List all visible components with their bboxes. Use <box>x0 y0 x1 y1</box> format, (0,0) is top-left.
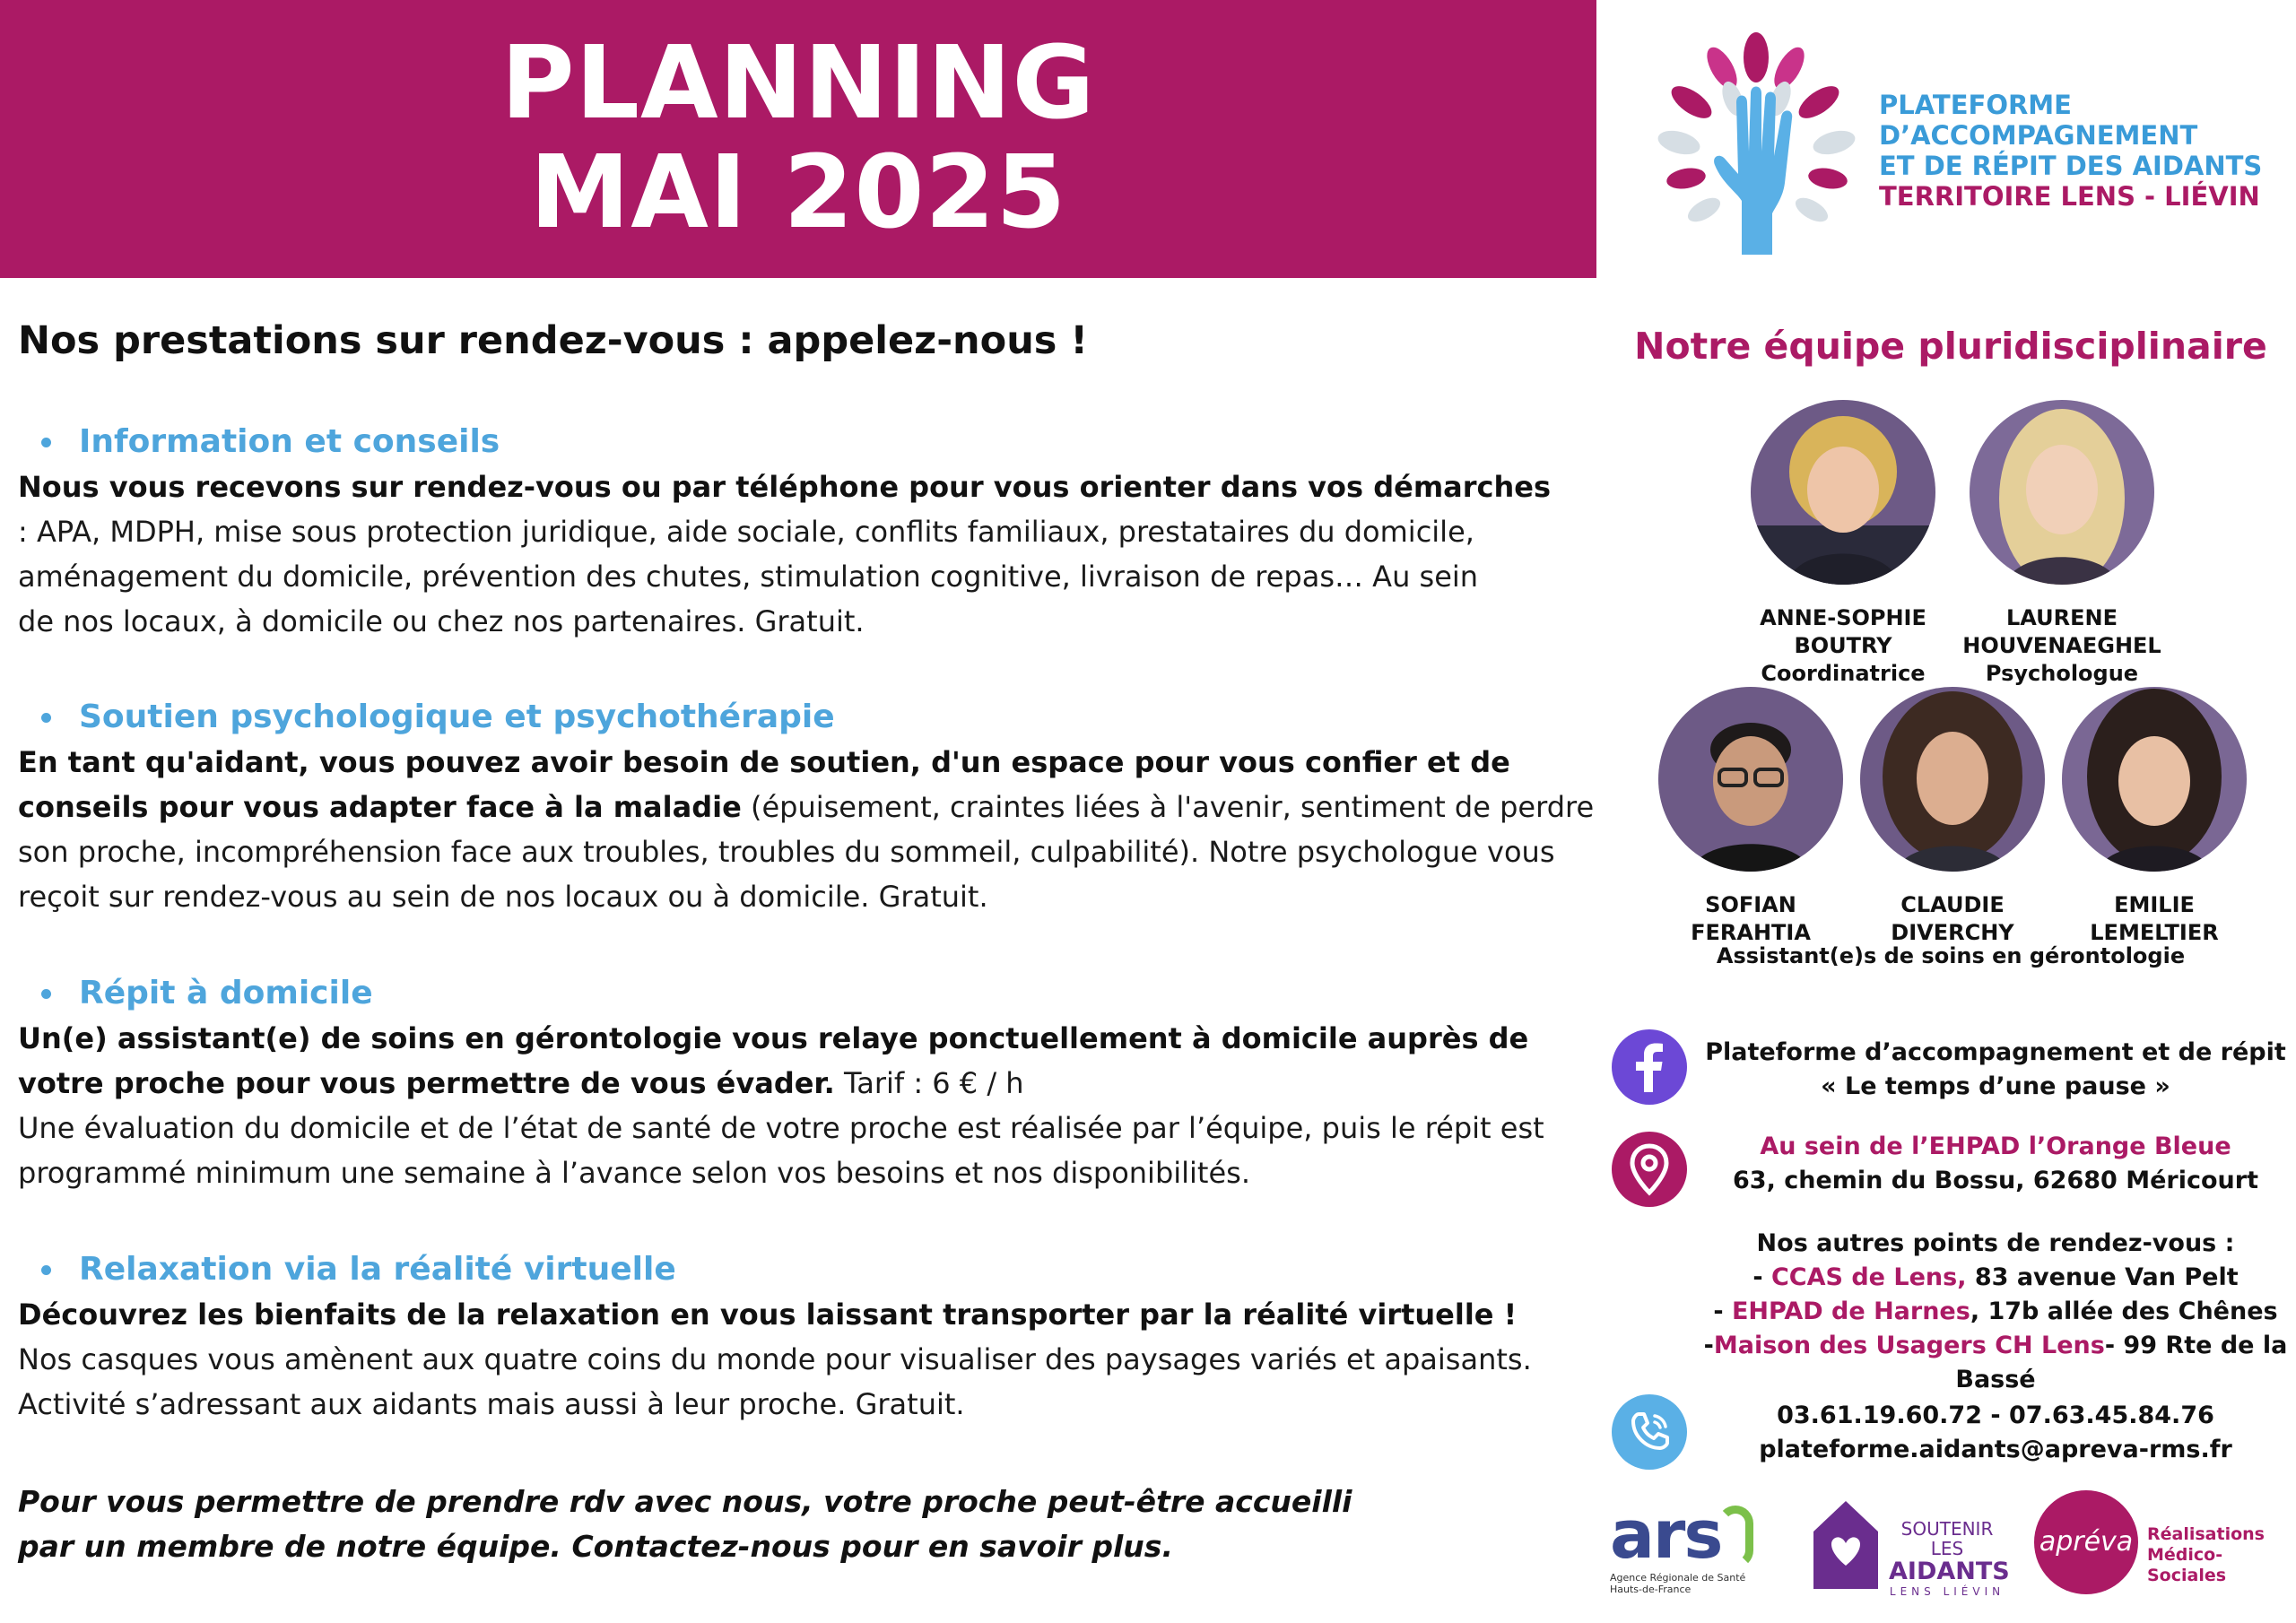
other-points-title: Nos autres points de rendez-vous : <box>1756 1229 2235 1257</box>
member-last-name: LEMELTIER <box>2090 920 2219 945</box>
point-prefix: - <box>1703 1332 1714 1359</box>
section-title: Relaxation via la réalité virtuelle <box>18 1247 1596 1292</box>
ars-text: ars <box>1610 1497 1722 1574</box>
section-body <box>18 740 1596 919</box>
title-line-1: PLANNING <box>500 25 1096 142</box>
member-first-name: LAURENE <box>2006 605 2118 630</box>
section-title: Information et conseils <box>18 420 1596 464</box>
point-prefix: - <box>1713 1298 1732 1325</box>
location-pin-icon <box>1612 1132 1687 1207</box>
member-name <box>1840 891 2065 947</box>
ars-logo <box>1610 1497 1762 1595</box>
section-text: Tarif : 6 € / h <box>834 1066 1024 1100</box>
other-point-3-cont: Bassé <box>1955 1366 2036 1393</box>
point-name: EHPAD de Harnes <box>1731 1298 1970 1325</box>
section-body <box>18 464 1596 644</box>
avatar <box>1751 400 1935 585</box>
team-title: Notre équipe pluridisciplinaire <box>1634 325 2267 368</box>
point-name: CCAS de Lens, <box>1770 1263 1967 1291</box>
section-respite <box>18 971 1596 1195</box>
location-name: Au sein de l’EHPAD l’Orange Bleue <box>1760 1133 2231 1160</box>
ars-subtitle <box>1610 1572 1762 1595</box>
member-role: Coordinatrice <box>1761 661 1926 686</box>
avatar <box>1860 687 2045 872</box>
apreva-badge <box>2034 1490 2138 1594</box>
other-points-block <box>1695 1227 2296 1397</box>
soutenir-aidants-logo <box>1810 1496 2010 1598</box>
apreva-subtitle <box>2147 1524 2296 1586</box>
ars-sub-1: Agence Régionale de Santé <box>1610 1572 1746 1584</box>
member-first-name: SOFIAN <box>1705 892 1796 917</box>
assistant-role: Assistant(e)s de soins en gérontologie <box>1716 943 2186 968</box>
point-prefix: - <box>1752 1263 1771 1291</box>
logo-text <box>1879 90 2262 212</box>
section-lead: En tant qu'aidant, vous pouvez avoir besoin de soutien, d'un espace pour vous confier et de conseils pour vous adapter face à la maladie <box>18 745 1510 824</box>
section-text-2: Une évaluation du domicile et de l’état de santé de votre proche est réalisée par l’équipe, puis le répit est programmé minimum une semaine à l’avance selon vos besoins et nos disponibilités. <box>18 1111 1544 1190</box>
avatar <box>1970 400 2154 585</box>
apreva-sub-2: Médico-Sociales <box>2147 1545 2227 1585</box>
facebook-page-block[interactable] <box>1695 1036 2296 1104</box>
member-name <box>1950 604 2174 660</box>
main-location-block <box>1695 1130 2296 1198</box>
services-headline: Nos prestations sur rendez-vous : appelez-nous ! <box>18 318 1088 363</box>
other-point-1 <box>1695 1261 2296 1295</box>
header-banner <box>0 0 1596 278</box>
member-role: Psychologue <box>1985 661 2139 686</box>
section-lead: Découvrez les bienfaits de la relaxation en vous laissant transporter par la réalité virtuelle ! <box>18 1298 1518 1332</box>
hand-tree-icon <box>1650 30 1866 264</box>
aidants-line-3: LENS LIÉVIN <box>1889 1585 2005 1598</box>
aidants-line-1: SOUTENIR LES <box>1900 1518 1994 1559</box>
logo-line-1: PLATEFORME <box>1879 90 2072 120</box>
final-note <box>18 1480 1498 1569</box>
logo-line-2: D’ACCOMPAGNEMENT <box>1879 120 2198 151</box>
member-last-name: HOUVENAEGHEL <box>1962 633 2161 658</box>
point-address: , 17b allée des Chênes <box>1970 1298 2278 1325</box>
section-information <box>18 420 1596 644</box>
final-note-line-2: par un membre de notre équipe. Contactez-nous pour en savoir plus. <box>18 1529 1173 1564</box>
email-address[interactable]: plateforme.aidants@apreva-rms.fr <box>1759 1436 2232 1463</box>
facebook-icon[interactable] <box>1612 1029 1687 1105</box>
apreva-wordmark: apréva <box>2039 1526 2134 1558</box>
ars-sub-2: Hauts-de-France <box>1610 1584 1692 1595</box>
platform-logo <box>1650 30 2278 264</box>
avatar <box>2062 687 2247 872</box>
member-last-name: DIVERCHY <box>1891 920 2014 945</box>
phone-icon <box>1612 1394 1687 1470</box>
logo-line-3: ET DE RÉPIT DES AIDANTS <box>1879 151 2263 181</box>
other-point-3 <box>1695 1329 2296 1363</box>
title-line-2: MAI 2025 <box>529 135 1067 251</box>
section-body <box>18 1292 1596 1337</box>
aidants-text <box>1889 1518 2010 1598</box>
location-address: 63, chemin du Bossu, 62680 Méricourt <box>1733 1167 2258 1194</box>
point-address: 83 avenue Van Pelt <box>1966 1263 2239 1291</box>
member-name <box>1639 891 1863 947</box>
team-member-emilie <box>2042 687 2266 947</box>
phone-email-block <box>1695 1399 2296 1467</box>
member-last-name: BOUTRY <box>1794 633 1892 658</box>
phone-numbers[interactable]: 03.61.19.60.72 - 07.63.45.84.76 <box>1777 1402 2214 1429</box>
apreva-logo <box>2034 1488 2296 1596</box>
final-note-line-1: Pour vous permettre de prendre rdv avec nous, votre proche peut-être accueilli <box>18 1484 1352 1519</box>
member-name <box>1731 604 1955 660</box>
avatar <box>1658 687 1843 872</box>
point-address: - 99 Rte de la <box>2104 1332 2288 1359</box>
section-title: Soutien psychologique et psychothérapie <box>18 695 1596 740</box>
section-virtual-reality <box>18 1247 1596 1427</box>
point-name: Maison des Usagers CH Lens <box>1713 1332 2105 1359</box>
section-body <box>18 1016 1578 1106</box>
house-heart-icon <box>1810 1496 1882 1593</box>
team-member-claudie <box>1840 687 2065 947</box>
section-title: Répit à domicile <box>18 971 1596 1016</box>
page-title <box>0 25 1596 251</box>
facebook-page-name: Plateforme d’accompagnement et de répit <box>1705 1038 2286 1066</box>
facebook-page-subtitle: « Le temps d’une pause » <box>1821 1072 2170 1100</box>
apreva-sub-1: Réalisations <box>2147 1524 2265 1544</box>
section-lead: Nous vous recevons sur rendez-vous ou par téléphone pour vous orienter dans vos démarches <box>18 470 1552 504</box>
member-first-name: CLAUDIE <box>1900 892 2005 917</box>
member-name <box>2042 891 2266 947</box>
logo-line-4: TERRITOIRE LENS - LIÉVIN <box>1879 181 2260 212</box>
ars-swoosh-icon <box>1718 1506 1753 1568</box>
section-text: (épuisement, craintes liées à l'avenir, sentiment de perdre son proche, incompréhension face aux troubles, troubles du sommeil, culpabilité). Notre psychologue vous reçoit sur rendez-vous au sein de nos locaux ou à domicile. Gratuit. <box>18 790 1595 914</box>
member-first-name: EMILIE <box>2114 892 2195 917</box>
aidants-line-2: AIDANTS <box>1889 1558 2010 1585</box>
member-first-name: ANNE-SOPHIE <box>1760 605 1926 630</box>
team-member-anne-sophie <box>1731 400 1955 688</box>
section-psychology <box>18 695 1596 919</box>
section-text: Nos casques vous amènent aux quatre coins du monde pour visualiser des paysages variés et apaisants. Activité s’adressant aux aidants mais aussi à leur proche. Gratuit. <box>18 1342 1532 1421</box>
section-text: : APA, MDPH, mise sous protection juridique, aide sociale, conflits familiaux, prestataires du domicile, aménagement du domicile, prévention des chutes, stimulation cognitive, livraison de repas… Au sein de nos locaux, à domicile ou chez nos partenaires. Gratuit. <box>18 515 1479 638</box>
team-member-sofian <box>1639 687 1863 947</box>
other-point-2 <box>1695 1295 2296 1329</box>
team-member-laurene <box>1950 400 2174 688</box>
member-last-name: FERAHTIA <box>1691 920 1811 945</box>
section-lead: Un(e) assistant(e) de soins en gérontologie vous relaye ponctuellement à domicile auprès de votre proche pour vous permettre de vous évader. <box>18 1021 1529 1100</box>
